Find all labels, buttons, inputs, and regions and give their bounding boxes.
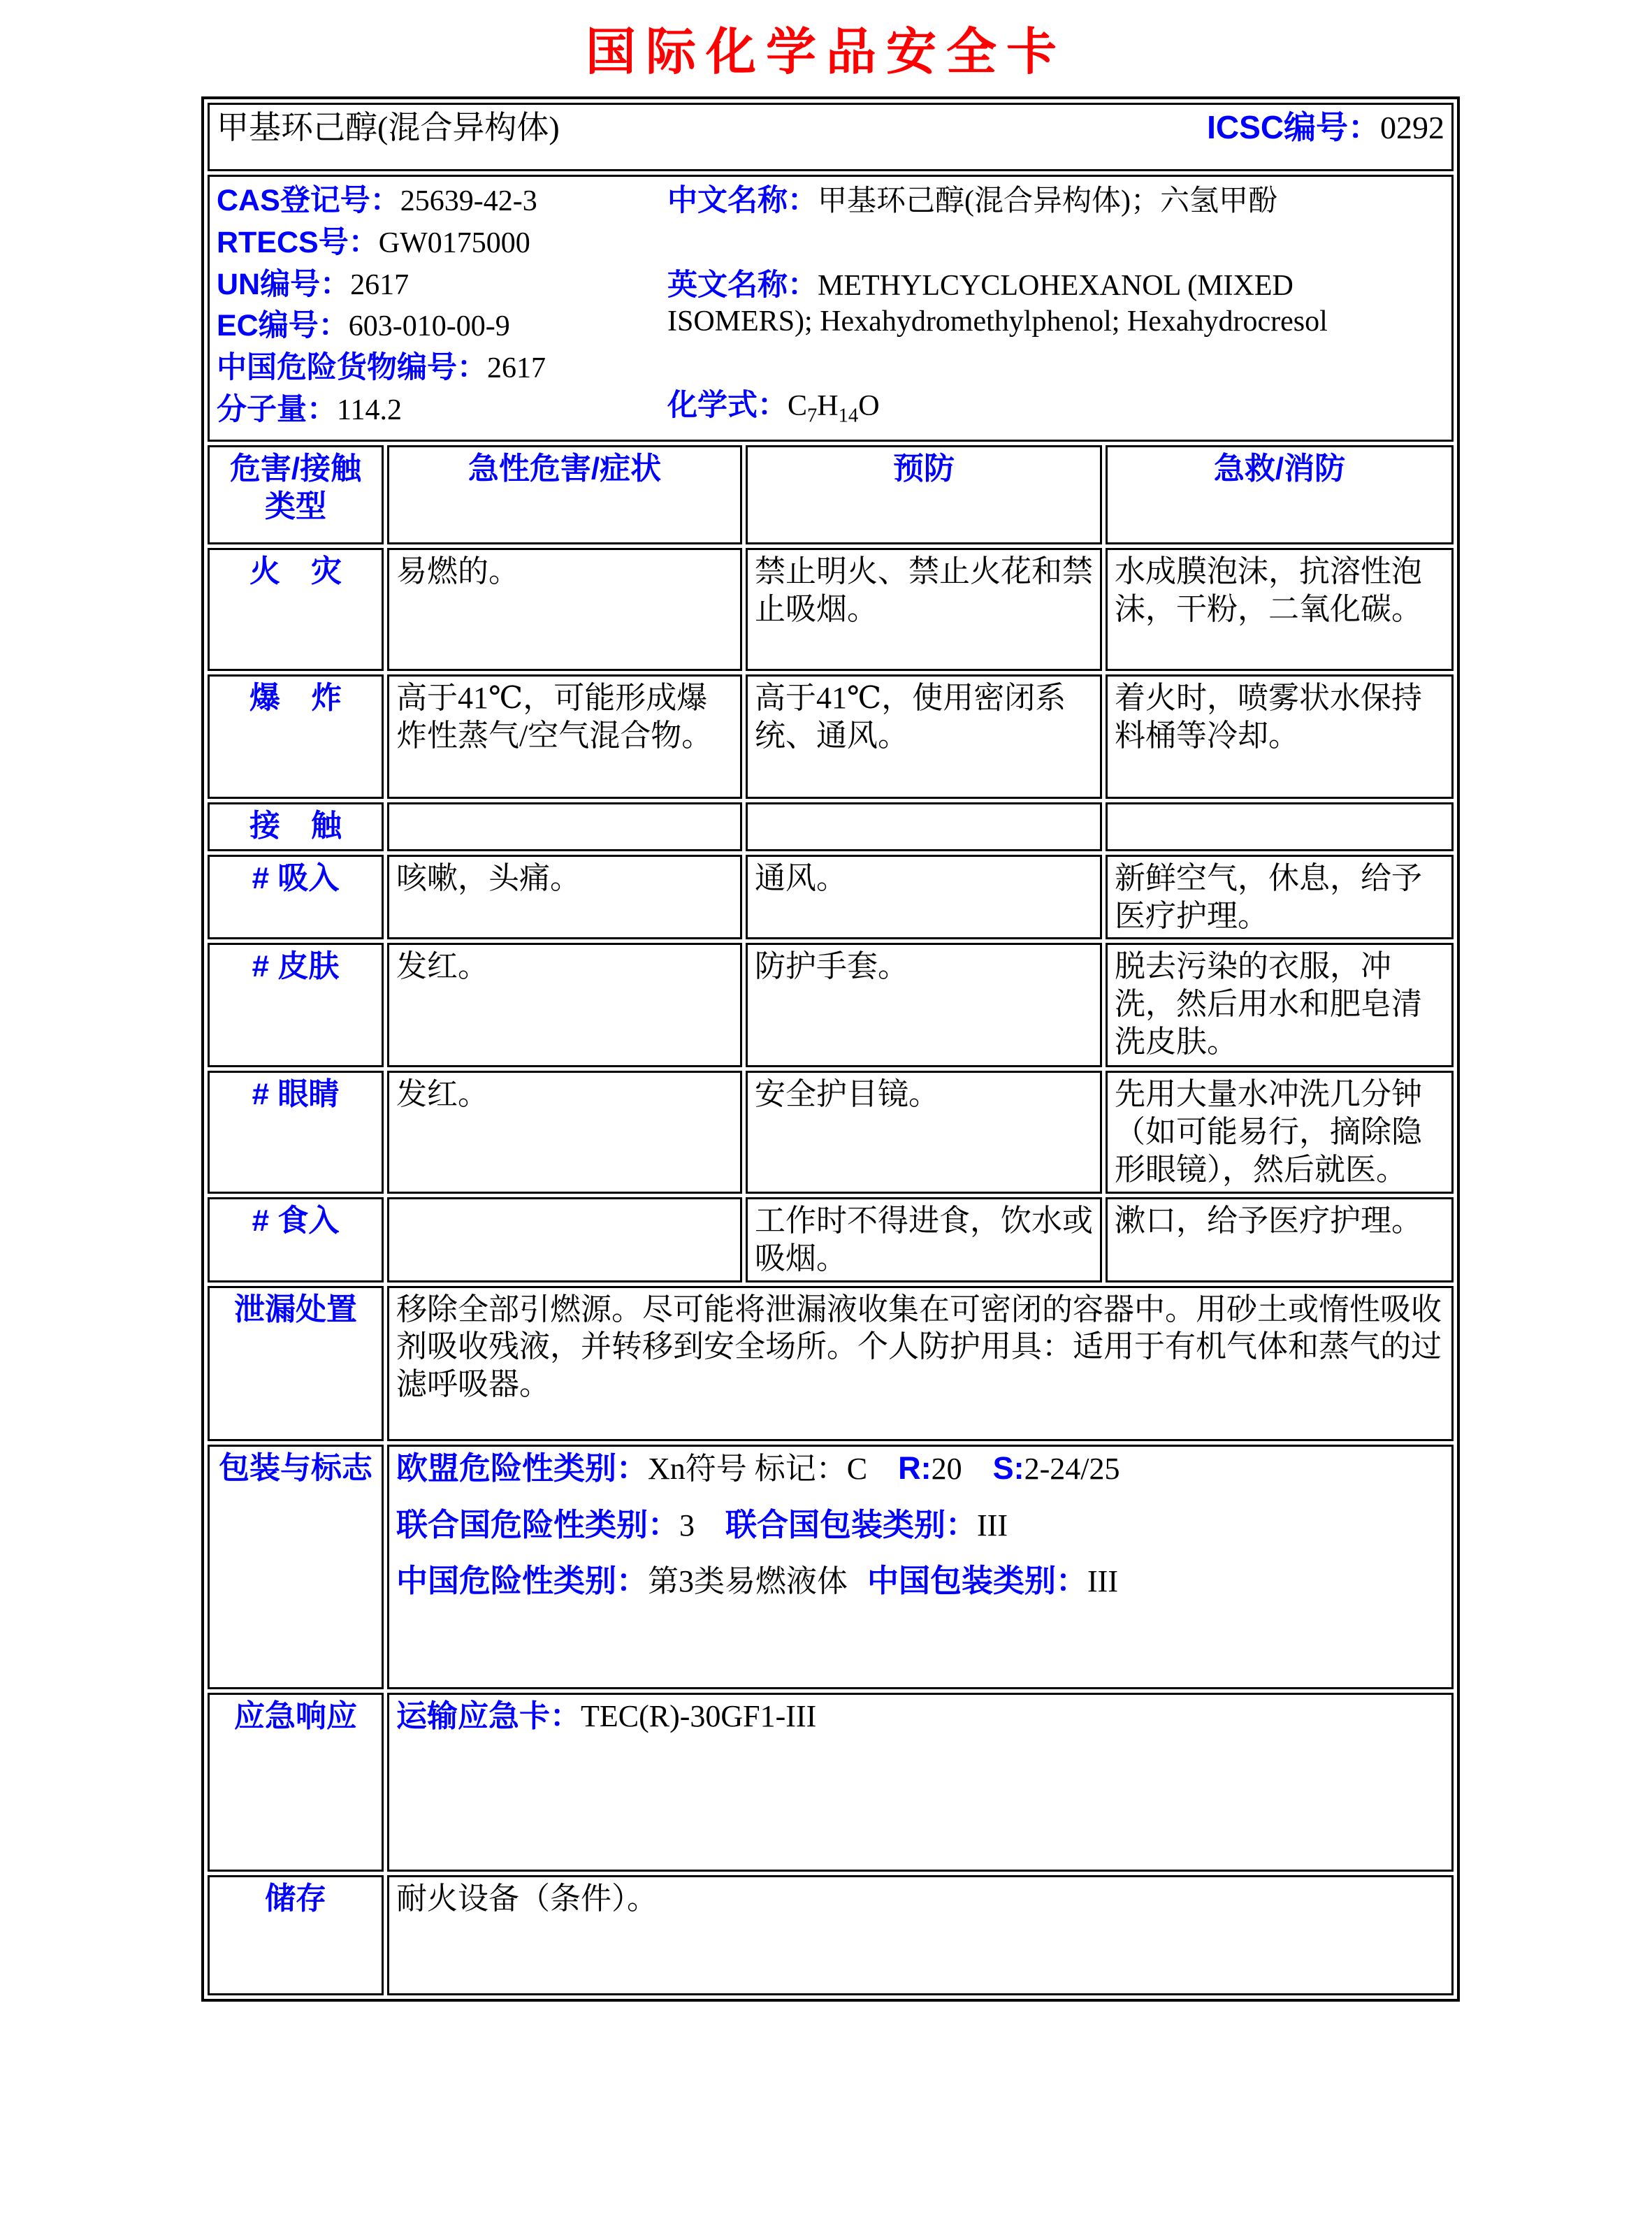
skin-prevention-cell: 防护手套。 (746, 943, 1102, 1067)
fire-firstaid-cell: 水成膜泡沫，抗溶性泡沫，干粉，二氧化碳。 (1106, 548, 1454, 671)
card-header-row (217, 108, 1444, 147)
china-dg-label: 中国危险货物编号： (217, 351, 487, 384)
un-class-line (396, 1506, 1444, 1545)
s-phrase-label: S: (992, 1450, 1024, 1486)
rtecs-value: GW0175000 (378, 226, 530, 259)
icsc-label: ICSC编号： (1207, 109, 1381, 145)
hazard-row-skin (208, 943, 1454, 1067)
cn-pack-group-value: III (1087, 1564, 1118, 1599)
molweight-value: 114.2 (337, 393, 402, 426)
identifier-row-china-dg (217, 349, 667, 386)
hazard-row-eyes (208, 1071, 1454, 1194)
explosion-firstaid-cell: 着火时，喷雾状水保持料桶等冷却。 (1106, 674, 1454, 799)
cn-hazard-class-label: 中国危险性类别： (396, 1563, 649, 1599)
hazard-label-contact: 接 触 (208, 802, 384, 851)
eyes-symptoms-cell: 发红。 (387, 1071, 742, 1194)
identifier-row-cas (217, 182, 667, 219)
spill-section-row (208, 1286, 1454, 1441)
column-header-symptoms: 急性危害/症状 (387, 445, 742, 544)
r-phrase-value: 20 (931, 1451, 962, 1486)
hazard-row-explosion (208, 674, 1454, 799)
contact-symptoms-cell (387, 802, 742, 851)
contact-firstaid-cell (1106, 802, 1454, 851)
formula-sub-7: 7 (807, 405, 818, 427)
transport-card-label: 运输应急卡： (396, 1698, 581, 1733)
hazard-label-eyes: # 眼睛 (208, 1071, 384, 1194)
formula-line (667, 387, 1444, 428)
identification-block (217, 180, 1444, 431)
un-label: UN编号： (217, 267, 351, 301)
identifier-list (217, 180, 667, 431)
china-dg-value: 2617 (487, 352, 546, 384)
hazard-row-contact (208, 802, 1454, 851)
chinese-name-value: 甲基环己醇(混合异构体)；六氢甲酚 (818, 185, 1277, 217)
identifier-row-ec (217, 308, 667, 345)
hazard-row-fire (208, 548, 1454, 671)
eyes-firstaid-cell: 先用大量水冲洗几分钟（如可能易行，摘除隐形眼镜），然后就医。 (1106, 1071, 1454, 1194)
chinese-name-label: 中文名称： (667, 184, 818, 217)
ingestion-firstaid-cell: 漱口，给予医疗护理。 (1106, 1197, 1454, 1282)
explosion-symptoms-cell: 高于41℃，可能形成爆炸性蒸气/空气混合物。 (387, 674, 742, 799)
contact-prevention-cell (746, 802, 1102, 851)
storage-section-label: 储存 (208, 1875, 384, 1995)
identifier-row-un (217, 266, 667, 303)
cn-class-line (396, 1562, 1444, 1600)
inhalation-firstaid-cell: 新鲜空气，休息，给予医疗护理。 (1106, 855, 1454, 939)
packaging-section-label: 包装与标志 (208, 1445, 384, 1689)
cas-label: CAS登记号： (217, 184, 400, 217)
inhalation-symptoms-cell: 咳嗽，头痛。 (387, 855, 742, 939)
un-hazard-class-label: 联合国危险性类别： (396, 1506, 680, 1542)
un-value: 2617 (350, 268, 410, 301)
hazard-label-explosion: 爆 炸 (208, 674, 384, 799)
molweight-label: 分子量： (217, 392, 337, 426)
identifier-row-molweight (217, 391, 667, 428)
english-name-label: 英文名称： (667, 268, 818, 302)
un-pack-group-label: 联合国包装类别： (725, 1506, 978, 1542)
chinese-name-line (667, 182, 1444, 219)
skin-firstaid-cell: 脱去污染的衣服，冲洗，然后用水和肥皂清洗皮肤。 (1106, 943, 1454, 1067)
cn-pack-group-label: 中国包装类别： (867, 1563, 1088, 1599)
ec-label: EC编号： (217, 309, 349, 343)
fire-prevention-cell: 禁止明火、禁止火花和禁止吸烟。 (746, 548, 1102, 671)
formula-label: 化学式： (667, 388, 788, 422)
fire-symptoms-cell: 易燃的。 (387, 548, 742, 671)
hazard-row-inhalation (208, 855, 1454, 939)
eu-class-label: 欧盟危险性类别： (396, 1450, 649, 1486)
un-pack-group-value: III (977, 1508, 1008, 1542)
storage-content: 耐火设备（条件）。 (387, 1875, 1454, 1995)
icsc-card-table (201, 96, 1460, 2002)
icsc-number-block (1207, 108, 1444, 147)
emergency-section-row (208, 1693, 1454, 1872)
english-name-value: METHYLCYCLOHEXANOL (MIXED ISOMERS); Hexahydromethylphenol; Hexahydrocresol (667, 269, 1328, 338)
storage-section-row (208, 1875, 1454, 1995)
identification-cell (208, 175, 1454, 442)
page-title: 国际化学品安全卡 (585, 24, 1066, 80)
s-phrase-value: 2-24/25 (1024, 1451, 1120, 1486)
english-name-line (667, 267, 1444, 340)
spill-content: 移除全部引燃源。尽可能将泄漏液收集在可密闭的容器中。用砂土或惰性吸收剂吸收残液，并转移到安全场所。个人防护用具：适用于有机气体和蒸气的过滤呼吸器。 (387, 1286, 1454, 1441)
column-header-firstaid: 急救/消防 (1106, 445, 1454, 544)
r-phrase-label: R: (898, 1450, 932, 1486)
hazard-type-header: 危害/接触 类型 (208, 445, 384, 544)
card-header-cell (208, 103, 1454, 171)
hazard-label-ingestion: # 食入 (208, 1197, 384, 1282)
cn-hazard-class-value: 第3类易燃液体 (648, 1564, 848, 1599)
icsc-number: 0292 (1380, 110, 1445, 145)
packaging-section-row (208, 1445, 1454, 1689)
hazard-label-fire: 火 灾 (208, 548, 384, 671)
eyes-prevention-cell: 安全护目镜。 (746, 1071, 1102, 1194)
emergency-content (387, 1693, 1454, 1872)
hazard-label-inhalation: # 吸入 (208, 855, 384, 939)
packaging-content (387, 1445, 1454, 1689)
eu-class-value: Xn符号 标记：C (648, 1451, 868, 1486)
eu-class-line (396, 1450, 1444, 1488)
explosion-prevention-cell: 高于41℃，使用密闭系统、通风。 (746, 674, 1102, 799)
emergency-section-label: 应急响应 (208, 1693, 384, 1872)
spill-section-label: 泄漏处置 (208, 1286, 384, 1441)
formula-sub-14: 14 (838, 405, 859, 427)
inhalation-prevention-cell: 通风。 (746, 855, 1102, 939)
un-hazard-class-value: 3 (679, 1508, 695, 1542)
rtecs-label: RTECS号： (217, 225, 379, 259)
transport-card-value: TEC(R)-30GF1-III (581, 1698, 817, 1733)
hazard-label-skin: # 皮肤 (208, 943, 384, 1067)
identifier-row-rtecs (217, 224, 667, 261)
ec-value: 603-010-00-9 (348, 310, 510, 343)
column-header-prevention: 预防 (746, 445, 1102, 544)
cas-value: 25639-42-3 (400, 185, 537, 217)
chemical-formula: $C_7H_{14}O$ (788, 389, 880, 427)
ingestion-prevention-cell: 工作时不得进食，饮水或吸烟。 (746, 1197, 1102, 1282)
names-block (667, 180, 1444, 431)
hazard-row-ingestion (208, 1197, 1454, 1282)
skin-symptoms-cell: 发红。 (387, 943, 742, 1067)
chemical-name: 甲基环己醇(混合异构体) (217, 109, 560, 145)
ingestion-symptoms-cell (387, 1197, 742, 1282)
